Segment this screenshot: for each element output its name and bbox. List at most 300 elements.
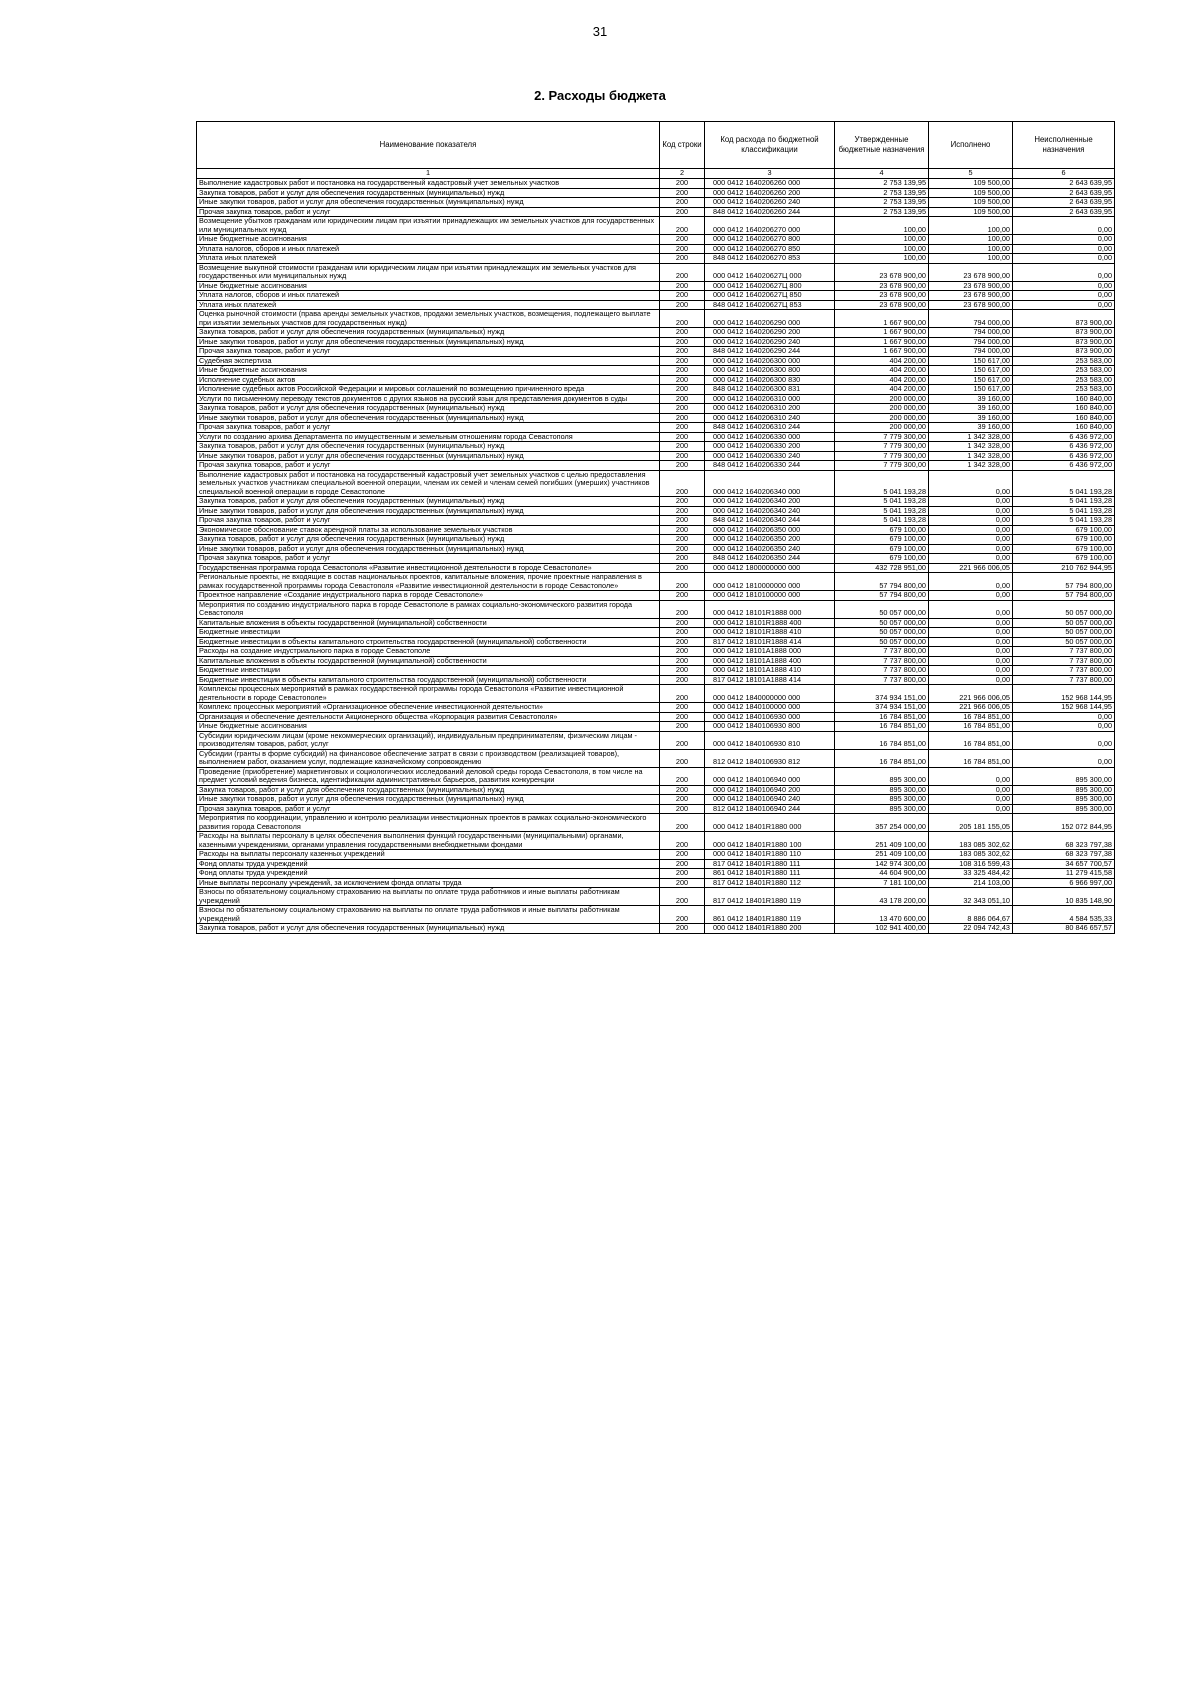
column-number: 6 [1013, 169, 1115, 179]
unexecuted-amount-cell: 50 057 000,00 [1013, 637, 1115, 647]
indicator-name-cell: Иные бюджетные ассигнования [197, 281, 660, 291]
indicator-name-cell: Иные бюджетные ассигнования [197, 366, 660, 376]
table-row [197, 394, 1115, 404]
approved-amount-cell: 43 178 200,00 [835, 888, 929, 906]
executed-amount-cell: 0,00 [929, 675, 1013, 685]
line-code-cell: 200 [660, 525, 705, 535]
unexecuted-amount-cell: 152 072 844,95 [1013, 814, 1115, 832]
line-code-cell: 200 [660, 254, 705, 264]
indicator-name-cell: Прочая закупка товаров, работ и услуг [197, 554, 660, 564]
approved-amount-cell: 432 728 951,00 [835, 563, 929, 573]
expense-code-cell: 848 0412 1640206260 244 [705, 207, 835, 217]
executed-amount-cell: 794 000,00 [929, 310, 1013, 328]
expense-code-cell: 000 0412 1640206300 000 [705, 356, 835, 366]
approved-amount-cell: 57 794 800,00 [835, 591, 929, 601]
table-row [197, 878, 1115, 888]
approved-amount-cell: 374 934 151,00 [835, 703, 929, 713]
unexecuted-amount-cell: 0,00 [1013, 749, 1115, 767]
unexecuted-amount-cell: 11 279 415,58 [1013, 869, 1115, 879]
expense-code-cell: 848 0412 1640206270 853 [705, 254, 835, 264]
table-row [197, 804, 1115, 814]
indicator-name-cell: Бюджетные инвестиции в объекты капитального строительства государственной (муниципальной) собственности [197, 637, 660, 647]
approved-amount-cell: 16 784 851,00 [835, 712, 929, 722]
unexecuted-amount-cell: 80 846 657,57 [1013, 924, 1115, 934]
line-code-cell: 200 [660, 328, 705, 338]
approved-amount-cell: 1 667 900,00 [835, 347, 929, 357]
unexecuted-amount-cell: 0,00 [1013, 263, 1115, 281]
unexecuted-amount-cell: 253 583,00 [1013, 356, 1115, 366]
unexecuted-amount-cell: 2 643 639,95 [1013, 188, 1115, 198]
executed-amount-cell: 221 966 006,05 [929, 703, 1013, 713]
line-code-cell: 200 [660, 785, 705, 795]
unexecuted-amount-cell: 7 737 800,00 [1013, 647, 1115, 657]
approved-amount-cell: 100,00 [835, 217, 929, 235]
unexecuted-amount-cell: 7 737 800,00 [1013, 675, 1115, 685]
line-code-cell: 200 [660, 563, 705, 573]
unexecuted-amount-cell: 7 737 800,00 [1013, 666, 1115, 676]
indicator-name-cell: Иные закупки товаров, работ и услуг для обеспечения государственных (муниципальных) нужд [197, 198, 660, 208]
expense-code-cell: 000 0412 18401R1880 000 [705, 814, 835, 832]
unexecuted-amount-cell: 2 643 639,95 [1013, 179, 1115, 189]
line-code-cell: 200 [660, 888, 705, 906]
executed-amount-cell: 16 784 851,00 [929, 731, 1013, 749]
indicator-name-cell: Иные закупки товаров, работ и услуг для обеспечения государственных (муниципальных) нужд [197, 544, 660, 554]
approved-amount-cell: 16 784 851,00 [835, 722, 929, 732]
executed-amount-cell: 0,00 [929, 591, 1013, 601]
expense-code-cell: 000 0412 18101A1888 000 [705, 647, 835, 657]
unexecuted-amount-cell: 253 583,00 [1013, 366, 1115, 376]
executed-amount-cell: 0,00 [929, 470, 1013, 497]
expense-code-cell: 000 0412 18101R1888 400 [705, 618, 835, 628]
approved-amount-cell: 1 667 900,00 [835, 337, 929, 347]
column-number: 2 [660, 169, 705, 179]
approved-amount-cell: 7 779 300,00 [835, 432, 929, 442]
executed-amount-cell: 23 678 900,00 [929, 263, 1013, 281]
table-row [197, 366, 1115, 376]
table-row [197, 731, 1115, 749]
approved-amount-cell: 895 300,00 [835, 795, 929, 805]
expense-code-cell: 861 0412 18401R1880 111 [705, 869, 835, 879]
approved-amount-cell: 7 181 100,00 [835, 878, 929, 888]
indicator-name-cell: Иные выплаты персоналу учреждений, за исключением фонда оплаты труда [197, 878, 660, 888]
indicator-name-cell: Комплекс процессных мероприятий «Организационное обеспечение инвестиционной деятельности» [197, 703, 660, 713]
table-row [197, 525, 1115, 535]
indicator-name-cell: Бюджетные инвестиции [197, 628, 660, 638]
line-code-cell: 200 [660, 637, 705, 647]
executed-amount-cell: 0,00 [929, 573, 1013, 591]
expense-code-cell: 000 0412 18101R1888 000 [705, 600, 835, 618]
approved-amount-cell: 2 753 139,95 [835, 207, 929, 217]
table-row [197, 300, 1115, 310]
table-row [197, 685, 1115, 703]
indicator-name-cell: Фонд оплаты труда учреждений [197, 859, 660, 869]
indicator-name-cell: Субсидии юридическим лицам (кроме некоммерческих организаций), индивидуальным предпринимателям, физическим лицам - производителям товаров, работ, услуг [197, 731, 660, 749]
table-row [197, 404, 1115, 414]
line-code-cell: 200 [660, 497, 705, 507]
executed-amount-cell: 0,00 [929, 785, 1013, 795]
approved-amount-cell: 50 057 000,00 [835, 600, 929, 618]
approved-amount-cell: 142 974 300,00 [835, 859, 929, 869]
line-code-cell: 200 [660, 244, 705, 254]
expense-code-cell: 848 0412 1640206330 244 [705, 461, 835, 471]
unexecuted-amount-cell: 895 300,00 [1013, 795, 1115, 805]
table-row [197, 666, 1115, 676]
approved-amount-cell: 50 057 000,00 [835, 628, 929, 638]
approved-amount-cell: 16 784 851,00 [835, 749, 929, 767]
unexecuted-amount-cell: 2 643 639,95 [1013, 198, 1115, 208]
executed-amount-cell: 16 784 851,00 [929, 712, 1013, 722]
executed-amount-cell: 183 085 302,62 [929, 832, 1013, 850]
unexecuted-amount-cell: 5 041 193,28 [1013, 470, 1115, 497]
expense-code-cell: 000 0412 1640206350 240 [705, 544, 835, 554]
executed-amount-cell: 100,00 [929, 217, 1013, 235]
expense-code-cell: 000 0412 164020627Ц 800 [705, 281, 835, 291]
indicator-name-cell: Уплата иных платежей [197, 254, 660, 264]
table-row [197, 506, 1115, 516]
expense-code-cell: 000 0412 18101R1888 410 [705, 628, 835, 638]
expense-code-cell: 000 0412 1640206310 000 [705, 394, 835, 404]
indicator-name-cell: Закупка товаров, работ и услуг для обеспечения государственных (муниципальных) нужд [197, 785, 660, 795]
table-row [197, 785, 1115, 795]
approved-amount-cell: 1 667 900,00 [835, 328, 929, 338]
table-header [197, 122, 1115, 179]
executed-amount-cell: 32 343 051,10 [929, 888, 1013, 906]
table-row [197, 859, 1115, 869]
expense-code-cell: 848 0412 1640206310 244 [705, 423, 835, 433]
approved-amount-cell: 251 409 100,00 [835, 850, 929, 860]
line-code-cell: 200 [660, 506, 705, 516]
unexecuted-amount-cell: 160 840,00 [1013, 404, 1115, 414]
approved-amount-cell: 679 100,00 [835, 554, 929, 564]
executed-amount-cell: 0,00 [929, 506, 1013, 516]
indicator-name-cell: Прочая закупка товаров, работ и услуг [197, 516, 660, 526]
table-row [197, 637, 1115, 647]
executed-amount-cell: 39 160,00 [929, 394, 1013, 404]
table-row [197, 563, 1115, 573]
line-code-cell: 200 [660, 300, 705, 310]
unexecuted-amount-cell: 34 657 700,57 [1013, 859, 1115, 869]
expense-code-cell: 817 0412 18401R1880 119 [705, 888, 835, 906]
indicator-name-cell: Закупка товаров, работ и услуг для обеспечения государственных (муниципальных) нужд [197, 497, 660, 507]
approved-amount-cell: 100,00 [835, 244, 929, 254]
unexecuted-amount-cell: 0,00 [1013, 722, 1115, 732]
expense-code-cell: 000 0412 1640206350 000 [705, 525, 835, 535]
indicator-name-cell: Комплексы процессных мероприятий в рамках государственной программы города Севастополя «Развитие инвестиционной деятельности в городе Севастополе» [197, 685, 660, 703]
line-code-cell: 200 [660, 310, 705, 328]
unexecuted-amount-cell: 873 900,00 [1013, 337, 1115, 347]
expense-code-cell: 000 0412 1640206270 850 [705, 244, 835, 254]
unexecuted-amount-cell: 679 100,00 [1013, 544, 1115, 554]
expense-code-cell: 000 0412 1640206290 000 [705, 310, 835, 328]
approved-amount-cell: 7 779 300,00 [835, 461, 929, 471]
indicator-name-cell: Закупка товаров, работ и услуг для обеспечения государственных (муниципальных) нужд [197, 924, 660, 934]
executed-amount-cell: 0,00 [929, 544, 1013, 554]
line-code-cell: 200 [660, 656, 705, 666]
indicator-name-cell: Расходы на создание индустриального парка в городе Севастополе [197, 647, 660, 657]
expense-code-cell: 000 0412 1640206260 200 [705, 188, 835, 198]
indicator-name-cell: Оценка рыночной стоимости (права аренды земельных участков, продажи земельных участков, возмещения, подлежащего выплате при изъятии земельных участков для государственных нужд) [197, 310, 660, 328]
approved-amount-cell: 102 941 400,00 [835, 924, 929, 934]
line-code-cell: 200 [660, 179, 705, 189]
executed-amount-cell: 1 342 328,00 [929, 442, 1013, 452]
expense-code-cell: 000 0412 1640206300 800 [705, 366, 835, 376]
expense-code-cell: 000 0412 1840106930 800 [705, 722, 835, 732]
indicator-name-cell: Выполнение кадастровых работ и постановка на государственный кадастровый учет земельных участков с целью предоставления земельных участков участникам специальной военной операции, членам их семей и членам семей погибших (умерших) участников специальной военной операции в городе Севастополе [197, 470, 660, 497]
approved-amount-cell: 100,00 [835, 235, 929, 245]
line-code-cell: 200 [660, 647, 705, 657]
table-row [197, 600, 1115, 618]
unexecuted-amount-cell: 6 436 972,00 [1013, 451, 1115, 461]
column-number: 3 [705, 169, 835, 179]
table-row [197, 310, 1115, 328]
unexecuted-amount-cell: 253 583,00 [1013, 375, 1115, 385]
expense-code-cell: 000 0412 164020627Ц 850 [705, 291, 835, 301]
budget-expenses-table [196, 121, 1115, 934]
column-number: 1 [197, 169, 660, 179]
approved-amount-cell: 357 254 000,00 [835, 814, 929, 832]
indicator-name-cell: Прочая закупка товаров, работ и услуг [197, 461, 660, 471]
table-row [197, 198, 1115, 208]
approved-amount-cell: 2 753 139,95 [835, 188, 929, 198]
executed-amount-cell: 0,00 [929, 516, 1013, 526]
executed-amount-cell: 150 617,00 [929, 356, 1013, 366]
approved-amount-cell: 895 300,00 [835, 804, 929, 814]
executed-amount-cell: 0,00 [929, 804, 1013, 814]
unexecuted-amount-cell: 679 100,00 [1013, 535, 1115, 545]
line-code-cell: 200 [660, 535, 705, 545]
line-code-cell: 200 [660, 618, 705, 628]
executed-amount-cell: 0,00 [929, 795, 1013, 805]
table-row [197, 375, 1115, 385]
line-code-cell: 200 [660, 281, 705, 291]
table-row [197, 385, 1115, 395]
executed-amount-cell: 0,00 [929, 525, 1013, 535]
unexecuted-amount-cell: 0,00 [1013, 254, 1115, 264]
line-code-cell: 200 [660, 347, 705, 357]
executed-amount-cell: 214 103,00 [929, 878, 1013, 888]
executed-amount-cell: 23 678 900,00 [929, 300, 1013, 310]
expense-code-cell: 000 0412 1840106940 240 [705, 795, 835, 805]
table-row [197, 906, 1115, 924]
executed-amount-cell: 23 678 900,00 [929, 291, 1013, 301]
indicator-name-cell: Фонд оплаты труда учреждений [197, 869, 660, 879]
table-row [197, 263, 1115, 281]
approved-amount-cell: 16 784 851,00 [835, 731, 929, 749]
expense-code-cell: 817 0412 18101A1888 414 [705, 675, 835, 685]
table-row [197, 235, 1115, 245]
line-code-cell: 200 [660, 544, 705, 554]
approved-amount-cell: 23 678 900,00 [835, 300, 929, 310]
approved-amount-cell: 7 737 800,00 [835, 647, 929, 657]
executed-amount-cell: 0,00 [929, 535, 1013, 545]
approved-amount-cell: 5 041 193,28 [835, 516, 929, 526]
approved-amount-cell: 200 000,00 [835, 404, 929, 414]
indicator-name-cell: Прочая закупка товаров, работ и услуг [197, 804, 660, 814]
approved-amount-cell: 5 041 193,28 [835, 497, 929, 507]
table-row [197, 451, 1115, 461]
expense-code-cell: 817 0412 18101R1888 414 [705, 637, 835, 647]
table-row [197, 869, 1115, 879]
unexecuted-amount-cell: 152 968 144,95 [1013, 703, 1115, 713]
unexecuted-amount-cell: 895 300,00 [1013, 804, 1115, 814]
table-row [197, 924, 1115, 934]
indicator-name-cell: Расходы на выплаты персоналу казенных учреждений [197, 850, 660, 860]
table-row [197, 767, 1115, 785]
expense-code-cell: 848 0412 1640206290 244 [705, 347, 835, 357]
executed-amount-cell: 0,00 [929, 656, 1013, 666]
indicator-name-cell: Выполнение кадастровых работ и постановка на государственный кадастровый учет земельных участков [197, 179, 660, 189]
executed-amount-cell: 100,00 [929, 235, 1013, 245]
expense-code-cell: 817 0412 18401R1880 111 [705, 859, 835, 869]
indicator-name-cell: Взносы по обязательному социальному страхованию на выплаты по оплате труда работников и иные выплаты работникам учреждений [197, 888, 660, 906]
table-row [197, 888, 1115, 906]
indicator-name-cell: Мероприятия по координации, управлению и контролю реализации инвестиционных проектов в рамках социально-экономического развития города Севастополя [197, 814, 660, 832]
approved-amount-cell: 7 737 800,00 [835, 656, 929, 666]
expense-code-cell: 817 0412 18401R1880 112 [705, 878, 835, 888]
executed-amount-cell: 109 500,00 [929, 198, 1013, 208]
table-body [197, 179, 1115, 934]
header-line-code: Код строки [660, 122, 705, 169]
expense-code-cell: 000 0412 1640206330 240 [705, 451, 835, 461]
approved-amount-cell: 7 737 800,00 [835, 666, 929, 676]
executed-amount-cell: 794 000,00 [929, 337, 1013, 347]
expense-code-cell: 000 0412 18401R1880 110 [705, 850, 835, 860]
executed-amount-cell: 16 784 851,00 [929, 749, 1013, 767]
executed-amount-cell: 39 160,00 [929, 423, 1013, 433]
line-code-cell: 200 [660, 767, 705, 785]
column-number-row [197, 169, 1115, 179]
unexecuted-amount-cell: 6 436 972,00 [1013, 461, 1115, 471]
unexecuted-amount-cell: 50 057 000,00 [1013, 628, 1115, 638]
table-row [197, 497, 1115, 507]
line-code-cell: 200 [660, 675, 705, 685]
table-row [197, 461, 1115, 471]
table-row [197, 413, 1115, 423]
indicator-name-cell: Иные бюджетные ассигнования [197, 722, 660, 732]
unexecuted-amount-cell: 57 794 800,00 [1013, 573, 1115, 591]
indicator-name-cell: Исполнение судебных актов [197, 375, 660, 385]
table-row [197, 244, 1115, 254]
indicator-name-cell: Закупка товаров, работ и услуг для обеспечения государственных (муниципальных) нужд [197, 188, 660, 198]
page-number: 31 [592, 24, 608, 39]
executed-amount-cell: 109 500,00 [929, 179, 1013, 189]
indicator-name-cell: Закупка товаров, работ и услуг для обеспечения государственных (муниципальных) нужд [197, 442, 660, 452]
table-row [197, 207, 1115, 217]
expense-code-cell: 000 0412 1840106940 200 [705, 785, 835, 795]
approved-amount-cell: 50 057 000,00 [835, 618, 929, 628]
line-code-cell: 200 [660, 906, 705, 924]
expense-code-cell: 000 0412 1640206350 200 [705, 535, 835, 545]
unexecuted-amount-cell: 160 840,00 [1013, 423, 1115, 433]
line-code-cell: 200 [660, 217, 705, 235]
approved-amount-cell: 7 779 300,00 [835, 451, 929, 461]
executed-amount-cell: 0,00 [929, 618, 1013, 628]
executed-amount-cell: 100,00 [929, 244, 1013, 254]
table-row [197, 179, 1115, 189]
executed-amount-cell: 0,00 [929, 767, 1013, 785]
approved-amount-cell: 251 409 100,00 [835, 832, 929, 850]
expense-code-cell: 000 0412 1640206340 240 [705, 506, 835, 516]
line-code-cell: 200 [660, 385, 705, 395]
expense-code-cell: 000 0412 1640206300 830 [705, 375, 835, 385]
executed-amount-cell: 221 966 006,05 [929, 685, 1013, 703]
expense-code-cell: 848 0412 1640206350 244 [705, 554, 835, 564]
executed-amount-cell: 0,00 [929, 554, 1013, 564]
expense-code-cell: 000 0412 164020627Ц 000 [705, 263, 835, 281]
approved-amount-cell: 404 200,00 [835, 366, 929, 376]
table-row [197, 618, 1115, 628]
executed-amount-cell: 23 678 900,00 [929, 281, 1013, 291]
approved-amount-cell: 895 300,00 [835, 785, 929, 795]
unexecuted-amount-cell: 895 300,00 [1013, 785, 1115, 795]
executed-amount-cell: 0,00 [929, 497, 1013, 507]
table-row [197, 832, 1115, 850]
document-title: 2. Расходы бюджета [534, 88, 666, 103]
line-code-cell: 200 [660, 712, 705, 722]
expense-code-cell: 000 0412 1640206290 240 [705, 337, 835, 347]
expense-code-cell: 812 0412 1840106940 244 [705, 804, 835, 814]
expense-code-cell: 000 0412 1640206270 800 [705, 235, 835, 245]
expense-code-cell: 000 0412 1640206340 000 [705, 470, 835, 497]
table-row [197, 573, 1115, 591]
unexecuted-amount-cell: 10 835 148,90 [1013, 888, 1115, 906]
unexecuted-amount-cell: 50 057 000,00 [1013, 600, 1115, 618]
indicator-name-cell: Уплата налогов, сборов и иных платежей [197, 291, 660, 301]
header-unexecuted: Неисполненные назначения [1013, 122, 1115, 169]
line-code-cell: 200 [660, 198, 705, 208]
line-code-cell: 200 [660, 423, 705, 433]
approved-amount-cell: 374 934 151,00 [835, 685, 929, 703]
table-row [197, 712, 1115, 722]
line-code-cell: 200 [660, 600, 705, 618]
executed-amount-cell: 150 617,00 [929, 385, 1013, 395]
indicator-name-cell: Субсидии (гранты в форме субсидий) на финансовое обеспечение затрат в связи с производством (реализацией товаров), выполнением работ, оказанием услуг, подлежащие казначейскому сопровождению [197, 749, 660, 767]
executed-amount-cell: 221 966 006,05 [929, 563, 1013, 573]
expense-code-cell: 848 0412 1640206340 244 [705, 516, 835, 526]
line-code-cell: 200 [660, 291, 705, 301]
indicator-name-cell: Иные закупки товаров, работ и услуг для обеспечения государственных (муниципальных) нужд [197, 506, 660, 516]
executed-amount-cell: 0,00 [929, 600, 1013, 618]
table-row [197, 628, 1115, 638]
line-code-cell: 200 [660, 722, 705, 732]
line-code-cell: 200 [660, 207, 705, 217]
column-number: 5 [929, 169, 1013, 179]
expense-code-cell: 000 0412 18101A1888 410 [705, 666, 835, 676]
indicator-name-cell: Иные закупки товаров, работ и услуг для обеспечения государственных (муниципальных) нужд [197, 413, 660, 423]
executed-amount-cell: 33 325 484,42 [929, 869, 1013, 879]
unexecuted-amount-cell: 873 900,00 [1013, 310, 1115, 328]
indicator-name-cell: Возмещение убытков гражданам или юридическим лицам при изъятии принадлежащих им земельных участков для государственных или муниципальных нужд [197, 217, 660, 235]
executed-amount-cell: 0,00 [929, 666, 1013, 676]
line-code-cell: 200 [660, 628, 705, 638]
indicator-name-cell: Бюджетные инвестиции [197, 666, 660, 676]
approved-amount-cell: 404 200,00 [835, 375, 929, 385]
expense-code-cell: 812 0412 1840106930 812 [705, 749, 835, 767]
table-row [197, 647, 1115, 657]
line-code-cell: 200 [660, 470, 705, 497]
line-code-cell: 200 [660, 878, 705, 888]
expense-code-cell: 000 0412 1640206330 000 [705, 432, 835, 442]
table-row [197, 814, 1115, 832]
unexecuted-amount-cell: 5 041 193,28 [1013, 506, 1115, 516]
executed-amount-cell: 39 160,00 [929, 404, 1013, 414]
indicator-name-cell: Государственная программа города Севастополя «Развитие инвестиционной деятельности в городе Севастополе» [197, 563, 660, 573]
line-code-cell: 200 [660, 703, 705, 713]
line-code-cell: 200 [660, 869, 705, 879]
unexecuted-amount-cell: 4 584 535,33 [1013, 906, 1115, 924]
approved-amount-cell: 2 753 139,95 [835, 179, 929, 189]
table-row [197, 795, 1115, 805]
